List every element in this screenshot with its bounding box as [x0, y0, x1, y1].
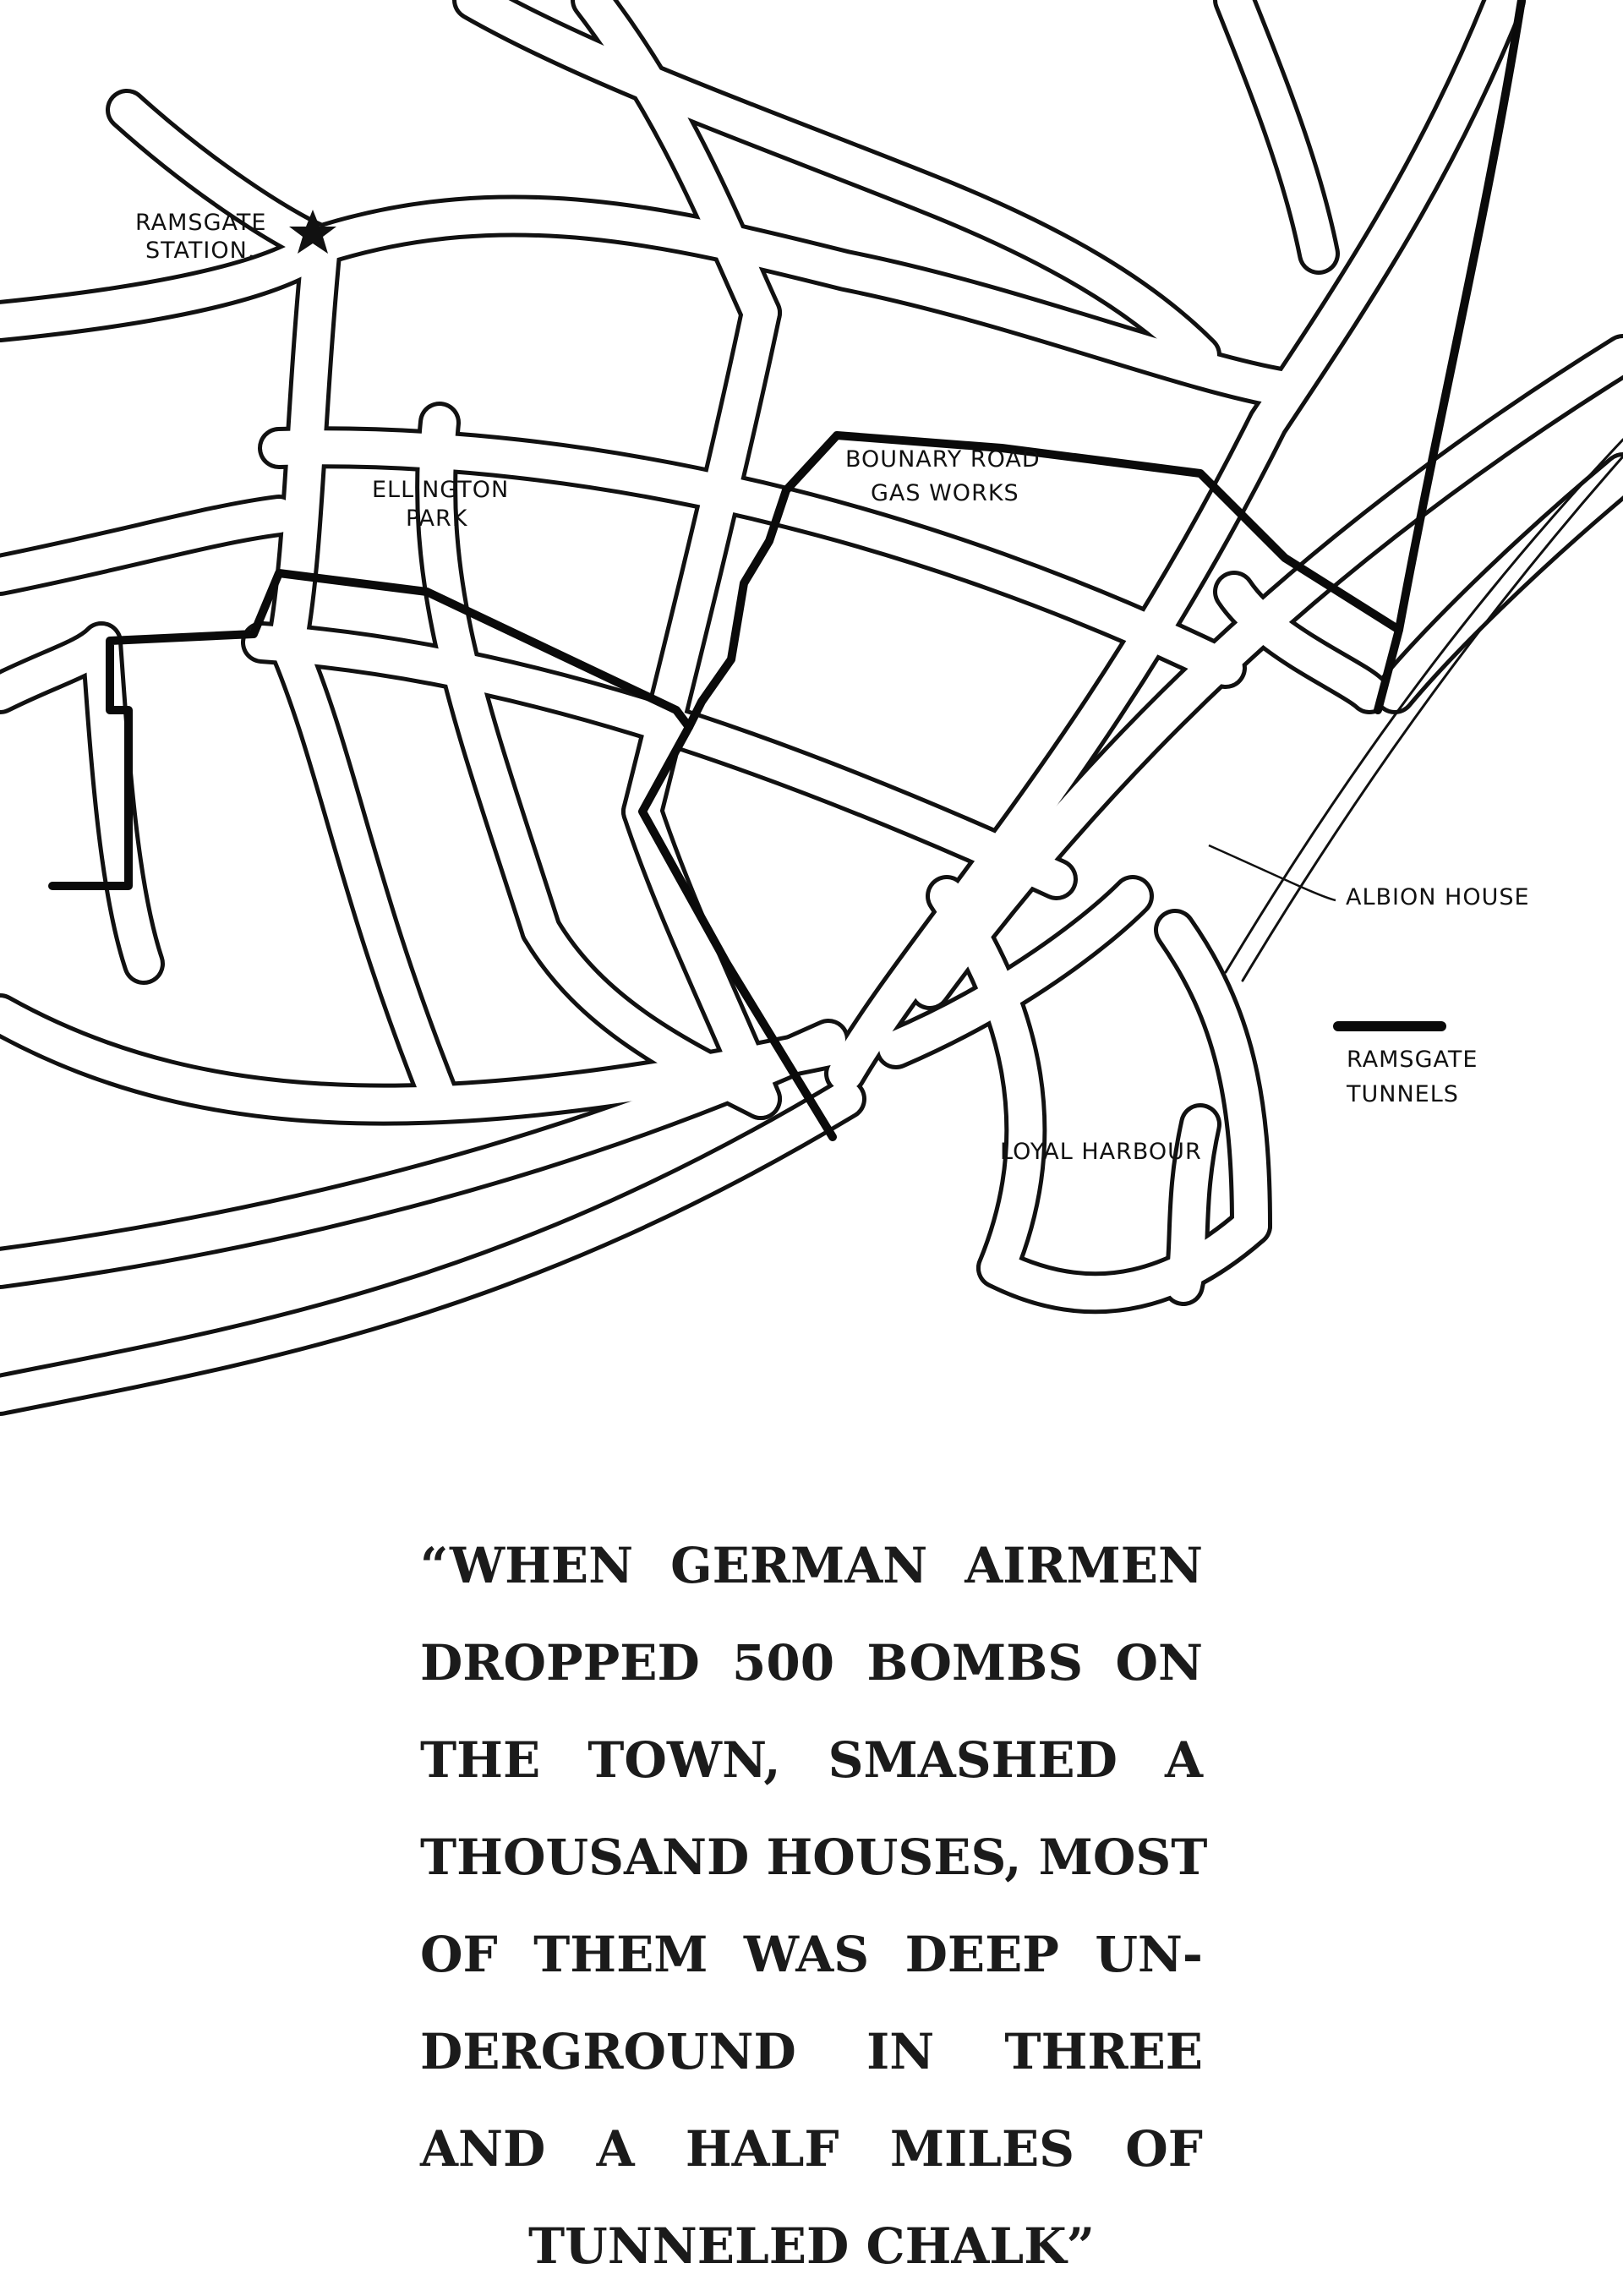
- albion-house-leader-line: [1209, 845, 1336, 900]
- albion-house-label: ALBION HOUSE: [1346, 884, 1530, 910]
- legend-tunnels-label-line1: RAMSGATE: [1347, 1047, 1478, 1073]
- ramsgate-station-label-line2: STATION.: [145, 238, 256, 264]
- legend-tunnels-label-line2: TUNNELS: [1347, 1081, 1459, 1107]
- gas-works-label-line2: GAS WORKS: [871, 480, 1019, 506]
- quote-line: OF THEM WAS DEEP UN-: [420, 1926, 1203, 1983]
- loyal-harbour-label: LOYAL HARBOUR: [1000, 1139, 1202, 1165]
- quote-line: THOUSAND HOUSES, MOST: [420, 1829, 1208, 1886]
- gas-works-label-line1: BOUNARY ROAD: [845, 446, 1041, 473]
- ellington-park-label-line1: ELLINGTON: [372, 477, 510, 503]
- ellington-park-label-line2: PARK: [406, 506, 468, 532]
- legend: [1338, 1026, 1478, 1107]
- ramsgate-station-label-line1: RAMSGATE: [135, 210, 267, 236]
- quote-line: DROPPED 500 BOMBS ON: [420, 1634, 1203, 1692]
- quote-line: “WHEN GERMAN AIRMEN: [420, 1537, 1203, 1594]
- quote-line: THE TOWN, SMASHED A: [420, 1731, 1203, 1789]
- quote-line-last: TUNNELED CHALK”: [528, 2217, 1095, 2275]
- quote-line: DERGROUND IN THREE: [420, 2023, 1203, 2080]
- quote-block: [420, 1517, 1208, 2295]
- quote-line: AND A HALF MILES OF: [420, 2120, 1203, 2178]
